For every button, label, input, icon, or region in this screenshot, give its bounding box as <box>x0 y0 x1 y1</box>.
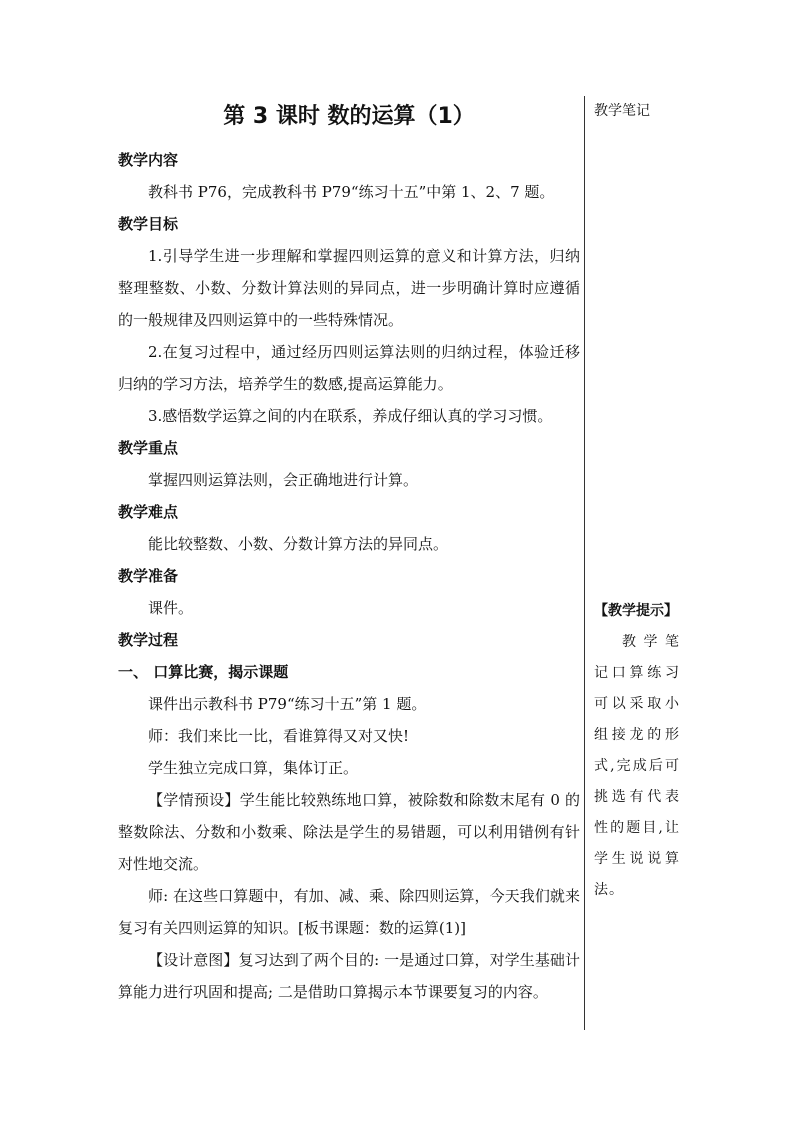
key-text: 掌握四则运算法则，会正确地进行计算。 <box>148 471 419 489</box>
process-paragraph-2: 师：我们来比一比，看谁算得又对又快! <box>148 727 410 745</box>
page-title: 第 3 课时 数的运算（1） <box>223 104 475 129</box>
section-heading-content: 教学内容 <box>118 151 179 169</box>
goal-item-1: 1.引导学生进一步理解和掌握四则运算的意义和计算方法，归纳整理整数、小数、分数计算法则的异同点，进一步明确计算时应遵循的一般规律及四则运算中的一些特殊情况。 <box>118 247 580 329</box>
section-heading-process: 教学过程 <box>118 631 179 649</box>
sidebar-tip-header: 【教学提示】 <box>594 603 678 619</box>
section-heading-goals: 教学目标 <box>118 215 179 233</box>
goal-item-2: 2.在复习过程中，通过经历四则运算法则的归纳过程，体验迁移归纳的学习方法，培养学生的数感,提高运算能力。 <box>118 343 580 393</box>
process-paragraph-1: 课件出示教科书 P79“练习十五”第 1 题。 <box>148 695 427 713</box>
process-paragraph-3: 学生独立完成口算，集体订正。 <box>148 759 359 777</box>
content-text: 教科书 P76，完成教科书 P79“练习十五”中第 1、2、7 题。 <box>148 183 555 201</box>
process-paragraph-5: 师: 在这些口算题中，有加、减、乘、除四则运算，今天我们就来复习有关四则运算的知识。[板书课题：数的运算(1)] <box>118 887 580 937</box>
section-heading-key: 教学重点 <box>118 439 179 457</box>
column-divider <box>584 96 585 1030</box>
sidebar-title: 教学笔记 <box>594 103 650 119</box>
goal-item-3: 3.感悟数学运算之间的内在联系，养成仔细认真的学习习惯。 <box>148 407 553 425</box>
section-heading-prep: 教学准备 <box>118 567 179 585</box>
prep-text: 课件。 <box>148 599 194 617</box>
section-heading-difficulty: 教学难点 <box>118 503 179 521</box>
process-step-1-heading: 一、 口算比赛，揭示课题 <box>118 663 289 681</box>
main-column <box>118 100 580 1008</box>
difficulty-text: 能比较整数、小数、分数计算方法的异同点。 <box>148 535 449 553</box>
sidebar-tip-body: 教学笔记口算练习可以采取小组接龙的形式,完成后可挑选有代表性的题目,让学生说说算法。 <box>594 634 680 898</box>
process-paragraph-4: 【学情预设】学生能比较熟练地口算，被除数和除数末尾有 0 的整数除法、分数和小数乘、除法是学生的易错题，可以利用错例有针对性地交流。 <box>118 791 580 873</box>
sidebar-tip <box>594 596 680 906</box>
process-paragraph-6: 【设计意图】复习达到了两个目的: 一是通过口算，对学生基础计算能力进行巩固和提高; 二是借助口算揭示本节课要复习的内容。 <box>118 951 580 1001</box>
